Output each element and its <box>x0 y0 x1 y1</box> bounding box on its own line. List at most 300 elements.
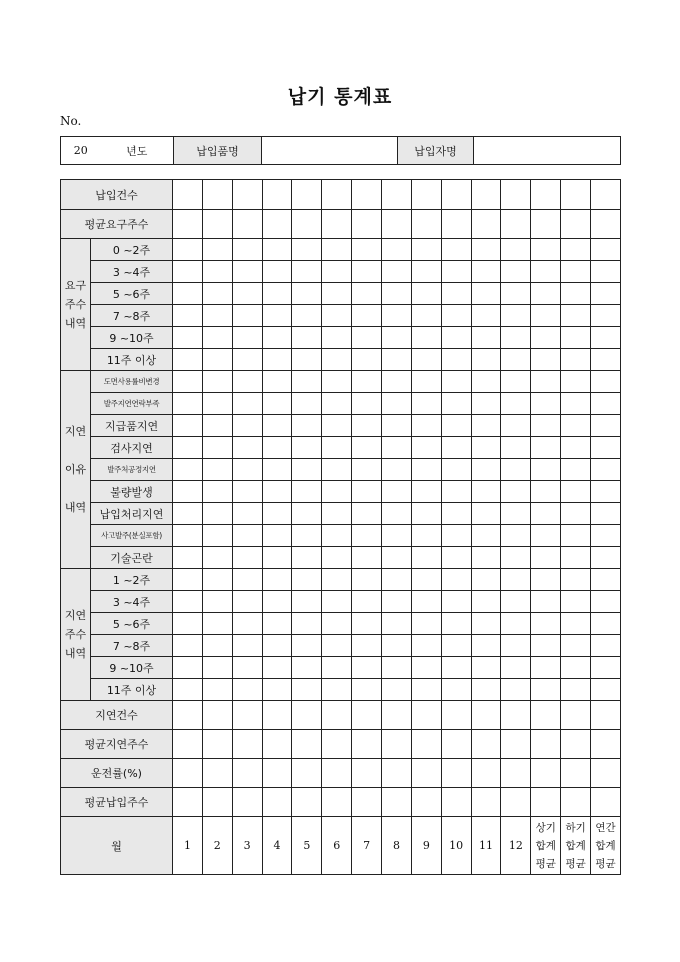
delay-reason-group-item-cell[interactable] <box>591 503 621 525</box>
avg-required-weeks-label-cell[interactable] <box>561 210 591 239</box>
delay-weeks-group-item-cell[interactable] <box>322 635 352 657</box>
delay-reason-group-item-cell[interactable] <box>531 393 561 415</box>
delay-reason-group-item-cell[interactable] <box>173 525 203 547</box>
required-weeks-group-item-cell[interactable] <box>262 283 292 305</box>
delay-reason-group-item-cell[interactable] <box>501 525 531 547</box>
delay-reason-group-item-cell[interactable] <box>232 481 262 503</box>
delay-reason-group-item-cell[interactable] <box>262 371 292 393</box>
delay-weeks-group-item-cell[interactable] <box>471 657 501 679</box>
required-weeks-group-item-cell[interactable] <box>501 327 531 349</box>
operation-rate-label-cell[interactable] <box>561 759 591 788</box>
delay-weeks-group-item-cell[interactable] <box>262 591 292 613</box>
avg-required-weeks-label-cell[interactable] <box>382 210 412 239</box>
delay-reason-group-item-cell[interactable] <box>382 547 412 569</box>
avg-delay-weeks-label-cell[interactable] <box>173 730 203 759</box>
avg-delivery-weeks-label-cell[interactable] <box>441 788 471 817</box>
delivery-count-label-cell[interactable] <box>173 180 203 210</box>
required-weeks-group-item-cell[interactable] <box>292 349 322 371</box>
required-weeks-group-item-cell[interactable] <box>441 327 471 349</box>
required-weeks-group-item-cell[interactable] <box>292 327 322 349</box>
avg-delay-weeks-label-cell[interactable] <box>322 730 352 759</box>
required-weeks-group-item-cell[interactable] <box>322 283 352 305</box>
required-weeks-group-item-cell[interactable] <box>352 349 382 371</box>
delay-reason-group-item-cell[interactable] <box>441 437 471 459</box>
delay-reason-group-item-cell[interactable] <box>531 459 561 481</box>
required-weeks-group-item-cell[interactable] <box>232 327 262 349</box>
delay-weeks-group-item-cell[interactable] <box>232 613 262 635</box>
delay-count-label-cell[interactable] <box>322 701 352 730</box>
delay-reason-group-item-cell[interactable] <box>322 371 352 393</box>
delay-reason-group-item-cell[interactable] <box>322 437 352 459</box>
required-weeks-group-item-cell[interactable] <box>202 283 232 305</box>
required-weeks-group-item-cell[interactable] <box>471 305 501 327</box>
delay-weeks-group-item-cell[interactable] <box>202 657 232 679</box>
required-weeks-group-item-cell[interactable] <box>202 261 232 283</box>
required-weeks-group-item-cell[interactable] <box>471 261 501 283</box>
delay-weeks-group-item-cell[interactable] <box>292 679 322 701</box>
operation-rate-label-cell[interactable] <box>411 759 441 788</box>
delay-reason-group-item-cell[interactable] <box>262 415 292 437</box>
delay-reason-group-item-cell[interactable] <box>352 459 382 481</box>
delay-reason-group-item-cell[interactable] <box>232 371 262 393</box>
delay-weeks-group-item-cell[interactable] <box>501 613 531 635</box>
delivery-count-label-cell[interactable] <box>591 180 621 210</box>
delay-weeks-group-item-cell[interactable] <box>352 591 382 613</box>
delay-reason-group-item-cell[interactable] <box>591 547 621 569</box>
delay-reason-group-item-cell[interactable] <box>501 481 531 503</box>
delay-reason-group-item-cell[interactable] <box>561 503 591 525</box>
delay-reason-group-item-cell[interactable] <box>173 415 203 437</box>
delay-weeks-group-item-cell[interactable] <box>232 569 262 591</box>
avg-delivery-weeks-label-cell[interactable] <box>471 788 501 817</box>
required-weeks-group-item-cell[interactable] <box>531 261 561 283</box>
delay-reason-group-item-cell[interactable] <box>202 459 232 481</box>
delay-reason-group-item-cell[interactable] <box>352 393 382 415</box>
required-weeks-group-item-cell[interactable] <box>531 305 561 327</box>
delay-weeks-group-item-cell[interactable] <box>202 635 232 657</box>
delay-reason-group-item-cell[interactable] <box>202 437 232 459</box>
delay-reason-group-item-cell[interactable] <box>292 503 322 525</box>
delay-reason-group-item-cell[interactable] <box>232 547 262 569</box>
delay-reason-group-item-cell[interactable] <box>232 503 262 525</box>
delivery-count-label-cell[interactable] <box>292 180 322 210</box>
delay-reason-group-item-cell[interactable] <box>382 503 412 525</box>
delay-reason-group-item-cell[interactable] <box>471 371 501 393</box>
delay-weeks-group-item-cell[interactable] <box>292 569 322 591</box>
avg-required-weeks-label-cell[interactable] <box>262 210 292 239</box>
avg-delivery-weeks-label-cell[interactable] <box>382 788 412 817</box>
required-weeks-group-item-cell[interactable] <box>501 239 531 261</box>
required-weeks-group-item-cell[interactable] <box>292 305 322 327</box>
delay-reason-group-item-cell[interactable] <box>232 393 262 415</box>
delay-reason-group-item-cell[interactable] <box>322 503 352 525</box>
delay-reason-group-item-cell[interactable] <box>471 481 501 503</box>
required-weeks-group-item-cell[interactable] <box>173 261 203 283</box>
delay-weeks-group-item-cell[interactable] <box>322 569 352 591</box>
delay-reason-group-item-cell[interactable] <box>561 481 591 503</box>
delay-weeks-group-item-cell[interactable] <box>411 569 441 591</box>
required-weeks-group-item-cell[interactable] <box>441 239 471 261</box>
item-name-field[interactable] <box>262 137 398 165</box>
delay-reason-group-item-cell[interactable] <box>591 437 621 459</box>
delay-weeks-group-item-cell[interactable] <box>232 657 262 679</box>
delay-weeks-group-item-cell[interactable] <box>531 569 561 591</box>
required-weeks-group-item-cell[interactable] <box>411 305 441 327</box>
required-weeks-group-item-cell[interactable] <box>202 305 232 327</box>
avg-delay-weeks-label-cell[interactable] <box>352 730 382 759</box>
required-weeks-group-item-cell[interactable] <box>232 239 262 261</box>
delay-weeks-group-item-cell[interactable] <box>441 569 471 591</box>
delay-reason-group-item-cell[interactable] <box>531 525 561 547</box>
delay-reason-group-item-cell[interactable] <box>471 437 501 459</box>
required-weeks-group-item-cell[interactable] <box>501 261 531 283</box>
operation-rate-label-cell[interactable] <box>382 759 412 788</box>
delay-weeks-group-item-cell[interactable] <box>471 679 501 701</box>
avg-delay-weeks-label-cell[interactable] <box>262 730 292 759</box>
delay-reason-group-item-cell[interactable] <box>501 437 531 459</box>
delay-reason-group-item-cell[interactable] <box>292 371 322 393</box>
required-weeks-group-item-cell[interactable] <box>531 327 561 349</box>
delay-weeks-group-item-cell[interactable] <box>591 591 621 613</box>
delay-weeks-group-item-cell[interactable] <box>591 657 621 679</box>
required-weeks-group-item-cell[interactable] <box>292 239 322 261</box>
avg-delivery-weeks-label-cell[interactable] <box>591 788 621 817</box>
delay-reason-group-item-cell[interactable] <box>173 459 203 481</box>
delay-reason-group-item-cell[interactable] <box>232 415 262 437</box>
delay-weeks-group-item-cell[interactable] <box>262 613 292 635</box>
delay-weeks-group-item-cell[interactable] <box>501 635 531 657</box>
delivery-count-label-cell[interactable] <box>262 180 292 210</box>
delay-weeks-group-item-cell[interactable] <box>173 679 203 701</box>
delay-reason-group-item-cell[interactable] <box>411 371 441 393</box>
delay-reason-group-item-cell[interactable] <box>531 547 561 569</box>
avg-required-weeks-label-cell[interactable] <box>173 210 203 239</box>
delay-reason-group-item-cell[interactable] <box>352 503 382 525</box>
delay-reason-group-item-cell[interactable] <box>292 437 322 459</box>
delay-reason-group-item-cell[interactable] <box>561 437 591 459</box>
delay-weeks-group-item-cell[interactable] <box>411 613 441 635</box>
delay-weeks-group-item-cell[interactable] <box>471 569 501 591</box>
delay-reason-group-item-cell[interactable] <box>292 459 322 481</box>
required-weeks-group-item-cell[interactable] <box>382 283 412 305</box>
required-weeks-group-item-cell[interactable] <box>591 349 621 371</box>
delay-count-label-cell[interactable] <box>262 701 292 730</box>
delay-reason-group-item-cell[interactable] <box>382 481 412 503</box>
delay-weeks-group-item-cell[interactable] <box>232 591 262 613</box>
delay-weeks-group-item-cell[interactable] <box>531 613 561 635</box>
delay-reason-group-item-cell[interactable] <box>411 525 441 547</box>
delay-reason-group-item-cell[interactable] <box>471 393 501 415</box>
delay-reason-group-item-cell[interactable] <box>173 393 203 415</box>
delay-reason-group-item-cell[interactable] <box>411 393 441 415</box>
delay-weeks-group-item-cell[interactable] <box>292 635 322 657</box>
delay-weeks-group-item-cell[interactable] <box>531 679 561 701</box>
avg-delivery-weeks-label-cell[interactable] <box>411 788 441 817</box>
delay-weeks-group-item-cell[interactable] <box>232 635 262 657</box>
required-weeks-group-item-cell[interactable] <box>561 305 591 327</box>
required-weeks-group-item-cell[interactable] <box>411 261 441 283</box>
required-weeks-group-item-cell[interactable] <box>232 349 262 371</box>
delay-weeks-group-item-cell[interactable] <box>322 591 352 613</box>
delay-weeks-group-item-cell[interactable] <box>202 613 232 635</box>
required-weeks-group-item-cell[interactable] <box>441 305 471 327</box>
required-weeks-group-item-cell[interactable] <box>531 283 561 305</box>
required-weeks-group-item-cell[interactable] <box>292 283 322 305</box>
delay-weeks-group-item-cell[interactable] <box>411 679 441 701</box>
delay-weeks-group-item-cell[interactable] <box>561 613 591 635</box>
delay-weeks-group-item-cell[interactable] <box>202 591 232 613</box>
delay-reason-group-item-cell[interactable] <box>561 525 591 547</box>
delay-reason-group-item-cell[interactable] <box>292 525 322 547</box>
delay-weeks-group-item-cell[interactable] <box>262 679 292 701</box>
delay-weeks-group-item-cell[interactable] <box>292 657 322 679</box>
delay-weeks-group-item-cell[interactable] <box>352 679 382 701</box>
delay-reason-group-item-cell[interactable] <box>352 525 382 547</box>
delay-reason-group-item-cell[interactable] <box>501 415 531 437</box>
delay-weeks-group-item-cell[interactable] <box>173 657 203 679</box>
delay-count-label-cell[interactable] <box>561 701 591 730</box>
delay-weeks-group-item-cell[interactable] <box>202 679 232 701</box>
delay-weeks-group-item-cell[interactable] <box>591 635 621 657</box>
delay-reason-group-item-cell[interactable] <box>411 547 441 569</box>
required-weeks-group-item-cell[interactable] <box>202 239 232 261</box>
avg-delay-weeks-label-cell[interactable] <box>501 730 531 759</box>
required-weeks-group-item-cell[interactable] <box>232 261 262 283</box>
delay-reason-group-item-cell[interactable] <box>501 393 531 415</box>
delay-reason-group-item-cell[interactable] <box>411 459 441 481</box>
delay-reason-group-item-cell[interactable] <box>232 459 262 481</box>
delay-count-label-cell[interactable] <box>441 701 471 730</box>
delay-weeks-group-item-cell[interactable] <box>441 635 471 657</box>
required-weeks-group-item-cell[interactable] <box>411 327 441 349</box>
required-weeks-group-item-cell[interactable] <box>232 305 262 327</box>
required-weeks-group-item-cell[interactable] <box>322 349 352 371</box>
delay-weeks-group-item-cell[interactable] <box>262 569 292 591</box>
delay-reason-group-item-cell[interactable] <box>173 371 203 393</box>
operation-rate-label-cell[interactable] <box>322 759 352 788</box>
required-weeks-group-item-cell[interactable] <box>382 327 412 349</box>
required-weeks-group-item-cell[interactable] <box>382 305 412 327</box>
required-weeks-group-item-cell[interactable] <box>173 349 203 371</box>
required-weeks-group-item-cell[interactable] <box>202 327 232 349</box>
delay-reason-group-item-cell[interactable] <box>262 437 292 459</box>
delay-weeks-group-item-cell[interactable] <box>173 569 203 591</box>
delay-weeks-group-item-cell[interactable] <box>382 635 412 657</box>
operation-rate-label-cell[interactable] <box>441 759 471 788</box>
delay-reason-group-item-cell[interactable] <box>202 547 232 569</box>
avg-required-weeks-label-cell[interactable] <box>232 210 262 239</box>
delay-weeks-group-item-cell[interactable] <box>591 569 621 591</box>
avg-required-weeks-label-cell[interactable] <box>531 210 561 239</box>
delay-weeks-group-item-cell[interactable] <box>262 635 292 657</box>
delay-weeks-group-item-cell[interactable] <box>322 679 352 701</box>
delay-reason-group-item-cell[interactable] <box>591 371 621 393</box>
delay-weeks-group-item-cell[interactable] <box>322 613 352 635</box>
delay-reason-group-item-cell[interactable] <box>501 371 531 393</box>
delay-reason-group-item-cell[interactable] <box>382 437 412 459</box>
delay-weeks-group-item-cell[interactable] <box>591 613 621 635</box>
delay-reason-group-item-cell[interactable] <box>441 459 471 481</box>
required-weeks-group-item-cell[interactable] <box>471 327 501 349</box>
operation-rate-label-cell[interactable] <box>232 759 262 788</box>
delay-weeks-group-item-cell[interactable] <box>441 613 471 635</box>
supplier-name-field[interactable] <box>474 137 621 165</box>
delay-weeks-group-item-cell[interactable] <box>531 591 561 613</box>
delay-weeks-group-item-cell[interactable] <box>322 657 352 679</box>
delay-weeks-group-item-cell[interactable] <box>441 591 471 613</box>
delay-reason-group-item-cell[interactable] <box>352 371 382 393</box>
delay-reason-group-item-cell[interactable] <box>322 415 352 437</box>
delay-reason-group-item-cell[interactable] <box>202 415 232 437</box>
required-weeks-group-item-cell[interactable] <box>591 305 621 327</box>
delay-weeks-group-item-cell[interactable] <box>531 657 561 679</box>
delay-reason-group-item-cell[interactable] <box>501 547 531 569</box>
avg-required-weeks-label-cell[interactable] <box>411 210 441 239</box>
required-weeks-group-item-cell[interactable] <box>352 283 382 305</box>
delay-reason-group-item-cell[interactable] <box>262 459 292 481</box>
required-weeks-group-item-cell[interactable] <box>382 261 412 283</box>
delay-weeks-group-item-cell[interactable] <box>382 657 412 679</box>
required-weeks-group-item-cell[interactable] <box>352 327 382 349</box>
operation-rate-label-cell[interactable] <box>173 759 203 788</box>
delay-reason-group-item-cell[interactable] <box>561 459 591 481</box>
delay-reason-group-item-cell[interactable] <box>561 415 591 437</box>
delay-reason-group-item-cell[interactable] <box>382 393 412 415</box>
delivery-count-label-cell[interactable] <box>471 180 501 210</box>
delay-weeks-group-item-cell[interactable] <box>591 679 621 701</box>
delay-reason-group-item-cell[interactable] <box>441 481 471 503</box>
delay-reason-group-item-cell[interactable] <box>322 525 352 547</box>
delay-reason-group-item-cell[interactable] <box>322 393 352 415</box>
operation-rate-label-cell[interactable] <box>292 759 322 788</box>
required-weeks-group-item-cell[interactable] <box>501 283 531 305</box>
required-weeks-group-item-cell[interactable] <box>411 239 441 261</box>
required-weeks-group-item-cell[interactable] <box>262 349 292 371</box>
delay-weeks-group-item-cell[interactable] <box>352 613 382 635</box>
delay-reason-group-item-cell[interactable] <box>173 503 203 525</box>
delay-weeks-group-item-cell[interactable] <box>501 657 531 679</box>
operation-rate-label-cell[interactable] <box>352 759 382 788</box>
delay-reason-group-item-cell[interactable] <box>382 459 412 481</box>
delay-reason-group-item-cell[interactable] <box>262 547 292 569</box>
delay-weeks-group-item-cell[interactable] <box>262 657 292 679</box>
avg-delay-weeks-label-cell[interactable] <box>531 730 561 759</box>
required-weeks-group-item-cell[interactable] <box>561 283 591 305</box>
avg-required-weeks-label-cell[interactable] <box>471 210 501 239</box>
delay-count-label-cell[interactable] <box>471 701 501 730</box>
delay-weeks-group-item-cell[interactable] <box>382 679 412 701</box>
operation-rate-label-cell[interactable] <box>501 759 531 788</box>
required-weeks-group-item-cell[interactable] <box>382 349 412 371</box>
required-weeks-group-item-cell[interactable] <box>471 283 501 305</box>
operation-rate-label-cell[interactable] <box>531 759 561 788</box>
delay-reason-group-item-cell[interactable] <box>232 437 262 459</box>
delivery-count-label-cell[interactable] <box>531 180 561 210</box>
delay-reason-group-item-cell[interactable] <box>531 503 561 525</box>
avg-required-weeks-label-cell[interactable] <box>591 210 621 239</box>
delay-reason-group-item-cell[interactable] <box>441 503 471 525</box>
avg-required-weeks-label-cell[interactable] <box>441 210 471 239</box>
delay-reason-group-item-cell[interactable] <box>531 415 561 437</box>
delay-weeks-group-item-cell[interactable] <box>382 569 412 591</box>
delivery-count-label-cell[interactable] <box>501 180 531 210</box>
delay-reason-group-item-cell[interactable] <box>202 503 232 525</box>
delay-weeks-group-item-cell[interactable] <box>531 635 561 657</box>
delay-reason-group-item-cell[interactable] <box>471 503 501 525</box>
operation-rate-label-cell[interactable] <box>591 759 621 788</box>
delay-reason-group-item-cell[interactable] <box>322 547 352 569</box>
avg-delivery-weeks-label-cell[interactable] <box>173 788 203 817</box>
delay-reason-group-item-cell[interactable] <box>471 525 501 547</box>
delay-reason-group-item-cell[interactable] <box>561 547 591 569</box>
delay-reason-group-item-cell[interactable] <box>382 371 412 393</box>
required-weeks-group-item-cell[interactable] <box>322 305 352 327</box>
delay-weeks-group-item-cell[interactable] <box>561 679 591 701</box>
required-weeks-group-item-cell[interactable] <box>591 239 621 261</box>
required-weeks-group-item-cell[interactable] <box>591 327 621 349</box>
avg-delay-weeks-label-cell[interactable] <box>202 730 232 759</box>
delay-count-label-cell[interactable] <box>232 701 262 730</box>
delay-count-label-cell[interactable] <box>501 701 531 730</box>
delay-reason-group-item-cell[interactable] <box>471 459 501 481</box>
avg-delivery-weeks-label-cell[interactable] <box>292 788 322 817</box>
delay-reason-group-item-cell[interactable] <box>292 415 322 437</box>
delay-weeks-group-item-cell[interactable] <box>292 591 322 613</box>
delay-reason-group-item-cell[interactable] <box>531 437 561 459</box>
delay-reason-group-item-cell[interactable] <box>173 547 203 569</box>
delay-weeks-group-item-cell[interactable] <box>471 613 501 635</box>
required-weeks-group-item-cell[interactable] <box>531 239 561 261</box>
required-weeks-group-item-cell[interactable] <box>292 261 322 283</box>
delay-reason-group-item-cell[interactable] <box>471 547 501 569</box>
delay-reason-group-item-cell[interactable] <box>322 459 352 481</box>
delay-weeks-group-item-cell[interactable] <box>471 635 501 657</box>
delay-reason-group-item-cell[interactable] <box>561 371 591 393</box>
delay-count-label-cell[interactable] <box>352 701 382 730</box>
required-weeks-group-item-cell[interactable] <box>411 349 441 371</box>
required-weeks-group-item-cell[interactable] <box>352 305 382 327</box>
required-weeks-group-item-cell[interactable] <box>382 239 412 261</box>
delay-reason-group-item-cell[interactable] <box>262 503 292 525</box>
delay-reason-group-item-cell[interactable] <box>262 481 292 503</box>
required-weeks-group-item-cell[interactable] <box>501 305 531 327</box>
delay-weeks-group-item-cell[interactable] <box>501 679 531 701</box>
avg-delivery-weeks-label-cell[interactable] <box>322 788 352 817</box>
delay-reason-group-item-cell[interactable] <box>202 525 232 547</box>
delay-count-label-cell[interactable] <box>382 701 412 730</box>
delay-weeks-group-item-cell[interactable] <box>411 635 441 657</box>
delay-reason-group-item-cell[interactable] <box>561 393 591 415</box>
required-weeks-group-item-cell[interactable] <box>322 327 352 349</box>
avg-delivery-weeks-label-cell[interactable] <box>262 788 292 817</box>
avg-delay-weeks-label-cell[interactable] <box>232 730 262 759</box>
delay-reason-group-item-cell[interactable] <box>262 525 292 547</box>
delay-reason-group-item-cell[interactable] <box>202 481 232 503</box>
required-weeks-group-item-cell[interactable] <box>262 239 292 261</box>
avg-delivery-weeks-label-cell[interactable] <box>202 788 232 817</box>
required-weeks-group-item-cell[interactable] <box>411 283 441 305</box>
avg-delay-weeks-label-cell[interactable] <box>471 730 501 759</box>
delay-reason-group-item-cell[interactable] <box>173 481 203 503</box>
required-weeks-group-item-cell[interactable] <box>441 349 471 371</box>
delay-reason-group-item-cell[interactable] <box>501 503 531 525</box>
avg-delay-weeks-label-cell[interactable] <box>411 730 441 759</box>
delay-weeks-group-item-cell[interactable] <box>441 657 471 679</box>
delay-count-label-cell[interactable] <box>531 701 561 730</box>
required-weeks-group-item-cell[interactable] <box>441 261 471 283</box>
delay-reason-group-item-cell[interactable] <box>471 415 501 437</box>
delay-count-label-cell[interactable] <box>411 701 441 730</box>
